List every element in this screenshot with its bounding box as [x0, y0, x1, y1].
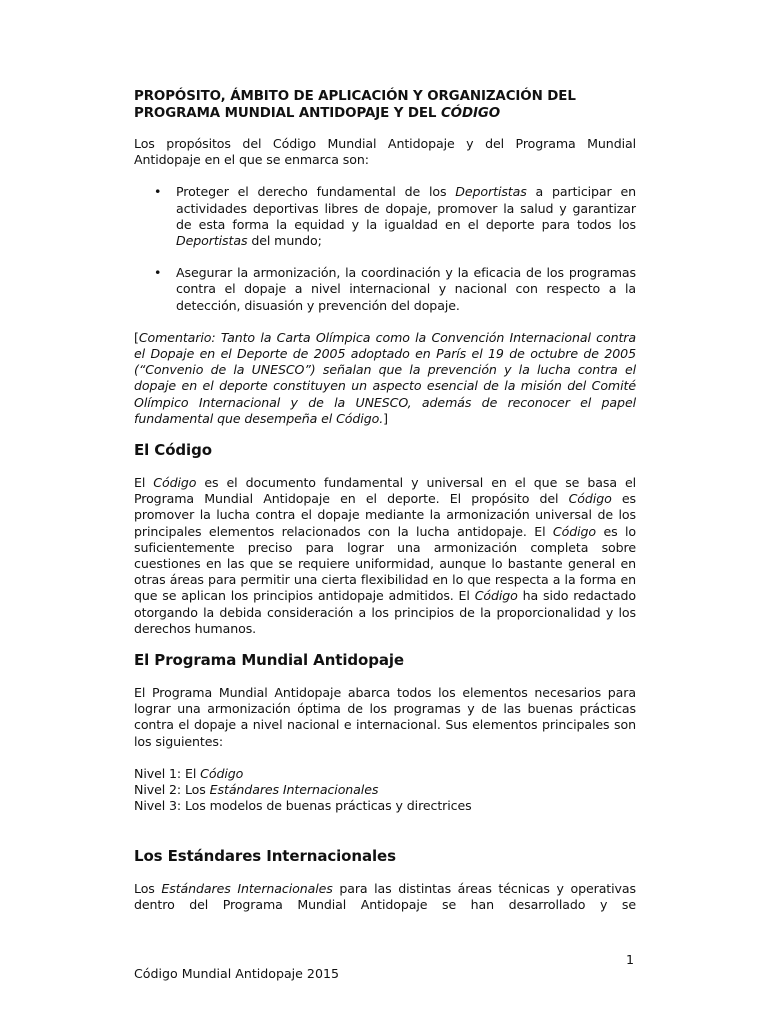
- page-number: 1: [625, 952, 634, 967]
- level-1: Nivel 1: El Código: [134, 765, 244, 781]
- title-line-2: PROGRAMA MUNDIAL ANTIDOPAJE Y DEL: [134, 106, 441, 121]
- comment-paragraph: [Comentario: Tanto la Carta Olímpica como la Convención Internacional contra el Dopaje en el Deporte de 2005 adoptado en París el 19 de octubre de 2005 (“Convenio de la UNESCO”) señalan que la prevención y la lucha contra el dopaje en el deporte constituyen un aspecto esencial de la misión del Comité Olímpico Internacional y de la UNESCO, además de reconocer el papel fundamental que desempeña el Código.]: [134, 329, 636, 426]
- footer-text: Código Mundial Antidopaje 2015: [134, 966, 339, 981]
- document-title: [134, 88, 636, 122]
- estandares-paragraph: Los Estándares Internacionales para las distintas áreas técnicas y operativas dentro del Programa Mundial Antidopaje se han desarrollado y se: [134, 880, 636, 912]
- bullet-icon: •: [154, 184, 162, 200]
- title-line-1: PROPÓSITO, ÁMBITO DE APLICACIÓN Y ORGANIZACIÓN DEL: [134, 89, 576, 104]
- intro-paragraph: Los propósitos del Código Mundial Antidopaje y del Programa Mundial Antidopaje en el que se enmarca son:: [134, 136, 636, 168]
- level-2: Nivel 2: Los Estándares Internacionales: [134, 782, 379, 798]
- list-item: • Asegurar la armonización, la coordinación y la eficacia de los programas contra el dopaje a nivel internacional y nacional con respecto a la detección, disuasión y prevención del dopaje.: [154, 265, 636, 313]
- section-heading-estandares: Los Estándares Internacionales: [134, 846, 396, 865]
- list-item: • Proteger el derecho fundamental de los Deportistas a participar en actividades deportivas libres de dopaje, promover la salud y garantizar de esta forma la equidad y la igualdad en el deporte para todos los Deportistas del mundo;: [154, 184, 636, 249]
- section-heading-codigo: El Código: [134, 441, 212, 460]
- purpose-list: [134, 184, 636, 313]
- level-3: Nivel 3: Los modelos de buenas prácticas y directrices: [134, 798, 472, 814]
- document-page: [134, 84, 636, 913]
- programa-paragraph: El Programa Mundial Antidopaje abarca todos los elementos necesarios para lograr una armonización óptima de los programas y de las buenas prácticas contra el dopaje a nivel nacional e internacional. Sus elementos principales son los siguientes:: [134, 685, 636, 749]
- title-codigo: CÓDIGO: [440, 106, 501, 121]
- section-heading-programa: El Programa Mundial Antidopaje: [134, 651, 405, 670]
- bullet-icon: •: [154, 265, 162, 281]
- levels-list: [134, 766, 636, 815]
- codigo-paragraph: El Código es el documento fundamental y universal en el que se basa el Programa Mundial Antidopaje en el deporte. El propósito del Código es promover la lucha contra el dopaje mediante la armonización universal de los principales elementos relacionados con la lucha antidopaje. El Código es lo suficientemente preciso para lograr una armonización completa sobre cuestiones en las que se requiere uniformidad, aunque lo bastante general en otras áreas para permitir una cierta flexibilidad en lo que respecta a la forma en que se aplican los principios antidopaje admitidos. El Código ha sido redactado otorgando la debida consideración a los principios de la proporcionalidad y los derechos humanos.: [134, 475, 637, 636]
